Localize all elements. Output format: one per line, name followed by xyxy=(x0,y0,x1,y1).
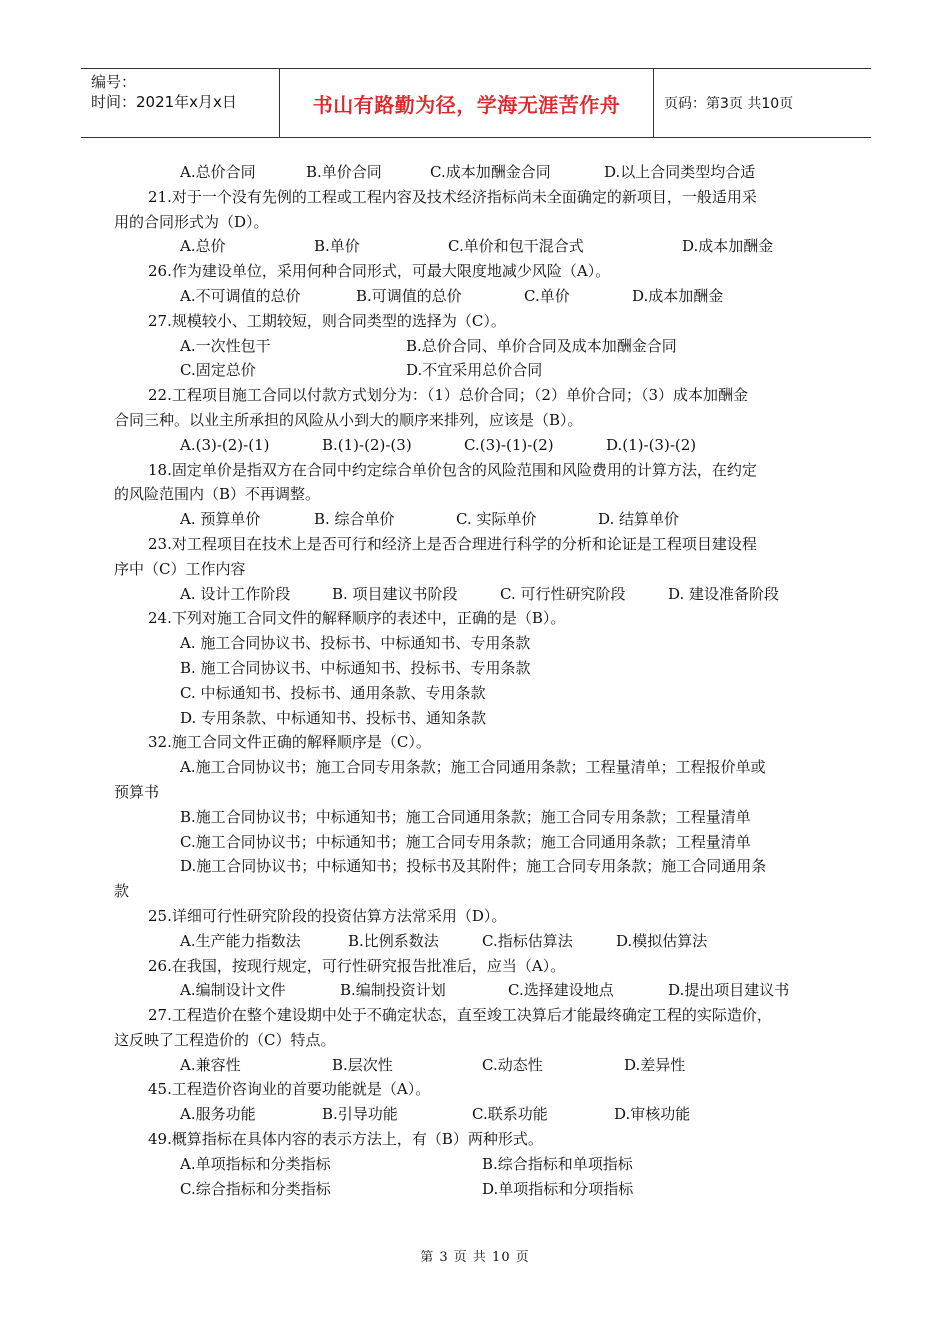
question-text: 27.规模较小、工期较短，则合同类型的选择为（C）。 xyxy=(148,311,506,330)
answer-option: D.审核功能 xyxy=(614,1105,691,1124)
question-text: 24.下列对施工合同文件的解释顺序的表述中，正确的是（B）。 xyxy=(148,609,566,628)
answer-options-row xyxy=(114,1053,844,1078)
answer-option: D. 建设准备阶段 xyxy=(668,584,780,603)
answer-option: D.差异性 xyxy=(624,1055,686,1074)
answer-option: B.综合指标和单项指标 xyxy=(482,1154,633,1173)
question-text: 32.施工合同文件正确的解释顺序是（C）。 xyxy=(148,733,431,752)
answer-option: C.联系功能 xyxy=(472,1105,548,1124)
answer-option: A.一次性包干 xyxy=(180,336,271,355)
answer-options-row xyxy=(114,358,844,383)
answer-option: B. 综合单价 xyxy=(314,510,395,529)
answer-option: C.指标估算法 xyxy=(482,931,573,950)
answer-options-row xyxy=(114,1152,844,1177)
question-text: 45.工程造价咨询业的首要功能就是（A）。 xyxy=(148,1080,431,1099)
answer-option: A. 施工合同协议书、投标书、中标通知书、专用条款 xyxy=(180,634,531,653)
answer-option: C.单价 xyxy=(524,286,570,305)
answer-option: D.成本加酬金 xyxy=(632,286,724,305)
answer-option: D. 专用条款、中标通知书、投标书、通知条款 xyxy=(180,708,487,727)
answer-options-row xyxy=(114,830,844,855)
question-text: 25.详细可行性研究阶段的投资估算方法常采用（D）。 xyxy=(148,906,507,925)
question-text: 27.工程造价在整个建设期中处于不确定状态，直至竣工决算后才能最终确定工程的实际造价， xyxy=(148,1006,772,1025)
answer-option: C.成本加酬金合同 xyxy=(430,163,551,181)
answer-options-row xyxy=(114,631,844,656)
answer-options-row xyxy=(114,978,844,1003)
answer-options-row xyxy=(114,656,844,681)
answer-options-row xyxy=(114,681,844,706)
answer-options-row xyxy=(114,284,844,309)
text-continuation: 这反映了工程造价的（C）特点。 xyxy=(114,1030,336,1049)
answer-option: A.编制设计文件 xyxy=(180,981,286,1000)
answer-option: A.总价合同 xyxy=(180,163,256,181)
answer-option: C. 实际单价 xyxy=(456,510,537,529)
answer-option: D.模拟估算法 xyxy=(616,931,708,950)
answer-options-row xyxy=(114,334,844,359)
answer-option: C.动态性 xyxy=(482,1055,543,1074)
answer-options-row xyxy=(114,1102,844,1127)
answer-option: A.施工合同协议书；施工合同专用条款；施工合同通用条款；工程量清单；工程报价单或 xyxy=(180,758,766,777)
answer-option: C.固定总价 xyxy=(180,361,256,380)
answer-option: D.提出项目建议书 xyxy=(668,981,790,1000)
answer-options-row xyxy=(114,929,844,954)
answer-options-row xyxy=(114,234,844,259)
answer-option: C.(3)-(1)-(2) xyxy=(464,435,554,454)
answer-options-row xyxy=(114,706,844,731)
answer-option: D.单项指标和分项指标 xyxy=(482,1179,634,1198)
answer-option: B.比例系数法 xyxy=(348,931,439,950)
answer-option: B.单价合同 xyxy=(306,163,382,181)
answer-options-row xyxy=(114,582,844,607)
answer-option: D.以上合同类型均合适 xyxy=(604,163,756,181)
question-text: 26.在我国，按现行规定，可行性研究报告批准后，应当（A）。 xyxy=(148,956,566,975)
answer-option: D.(1)-(3)-(2) xyxy=(606,435,697,454)
text-continuation: 合同三种。以业主所承担的风险从小到大的顺序来排列，应该是（B）。 xyxy=(114,410,583,429)
answer-option: B.总价合同、单价合同及成本加酬金合同 xyxy=(406,336,677,355)
answer-option: A.总价 xyxy=(180,237,226,256)
answer-option: B. 项目建议书阶段 xyxy=(332,584,458,603)
document-number-label: 编号： xyxy=(91,73,137,91)
answer-option: D.不宜采用总价合同 xyxy=(406,361,543,380)
answer-option: B.引导功能 xyxy=(322,1105,398,1124)
answer-option: C. 可行性研究阶段 xyxy=(500,584,626,603)
answer-options-row xyxy=(114,160,844,185)
answer-option: A.生产能力指数法 xyxy=(180,931,301,950)
page-footer: 第 3 页 共 10 页 xyxy=(420,1250,530,1265)
answer-options-row xyxy=(114,805,844,830)
text-continuation: 的风险范围内（B）不再调整。 xyxy=(114,485,321,504)
answer-option: C.选择建设地点 xyxy=(508,981,614,1000)
text-continuation: 款 xyxy=(114,882,130,901)
question-text: 23.对工程项目在技术上是否可行和经济上是否合理进行科学的分析和论证是工程项目建设程 xyxy=(148,534,757,553)
question-text: 22.工程项目施工合同以付款方式划分为：（1）总价合同；（2）单价合同；（3）成本加酬金 xyxy=(148,386,748,405)
answer-option: A.不可调值的总价 xyxy=(180,286,301,305)
answer-options-row xyxy=(114,854,844,879)
question-text: 21.对于一个没有先例的工程或工程内容及技术经济指标尚未全面确定的新项目，一般适用采 xyxy=(148,187,757,206)
answer-option: C.单价和包干混合式 xyxy=(448,237,584,256)
header-motto: 书山有路勤为径，学海无涯苦作舟 xyxy=(280,69,654,137)
answer-option: D.成本加酬金 xyxy=(682,237,774,256)
text-continuation: 序中（C）工作内容 xyxy=(114,559,246,578)
page-header xyxy=(81,68,871,138)
answer-option: C.施工合同协议书；中标通知书；施工合同专用条款；施工合同通用条款；工程量清单 xyxy=(180,832,751,851)
question-text: 26.作为建设单位，采用何种合同形式，可最大限度地减少风险（A）。 xyxy=(148,262,611,281)
answer-option: A. 设计工作阶段 xyxy=(180,584,291,603)
document-body xyxy=(114,160,844,1201)
answer-option: A.单项指标和分类指标 xyxy=(180,1154,331,1173)
answer-option: A.兼容性 xyxy=(180,1055,241,1074)
answer-option: D. 结算单价 xyxy=(598,510,680,529)
answer-option: A.服务功能 xyxy=(180,1105,256,1124)
answer-option: B.可调值的总价 xyxy=(356,286,462,305)
document-time-label: 时间：2021年x月x日 xyxy=(91,93,237,111)
answer-option: B.编制投资计划 xyxy=(340,981,446,1000)
header-info-cell xyxy=(81,69,280,137)
answer-option: A.(3)-(2)-(1) xyxy=(180,435,270,454)
answer-option: D.施工合同协议书；中标通知书；投标书及其附件；施工合同专用条款；施工合同通用条 xyxy=(180,857,767,876)
answer-options-row xyxy=(114,1177,844,1202)
answer-option: B.(1)-(2)-(3) xyxy=(322,435,412,454)
text-continuation: 预算书 xyxy=(114,782,160,801)
answer-options-row xyxy=(114,507,844,532)
answer-options-row xyxy=(114,755,844,780)
text-continuation: 用的合同形式为（D）。 xyxy=(114,212,269,231)
answer-option: B. 施工合同协议书、中标通知书、投标书、专用条款 xyxy=(180,658,531,677)
question-text: 18.固定单价是指双方在合同中约定综合单价包含的风险范围和风险费用的计算方法，在约定 xyxy=(148,460,757,479)
answer-option: C.综合指标和分类指标 xyxy=(180,1179,331,1198)
header-page-label: 页码：第3页 共10页 xyxy=(664,96,794,112)
answer-option: A. 预算单价 xyxy=(180,510,261,529)
answer-option: B.单价 xyxy=(314,237,360,256)
answer-option: C. 中标通知书、投标书、通用条款、专用条款 xyxy=(180,683,486,702)
answer-option: B.施工合同协议书；中标通知书；施工合同通用条款；施工合同专用条款；工程量清单 xyxy=(180,807,751,826)
question-text: 49.概算指标在具体内容的表示方法上，有（B）两种形式。 xyxy=(148,1130,543,1149)
answer-options-row xyxy=(114,433,844,458)
answer-option: B.层次性 xyxy=(332,1055,393,1074)
